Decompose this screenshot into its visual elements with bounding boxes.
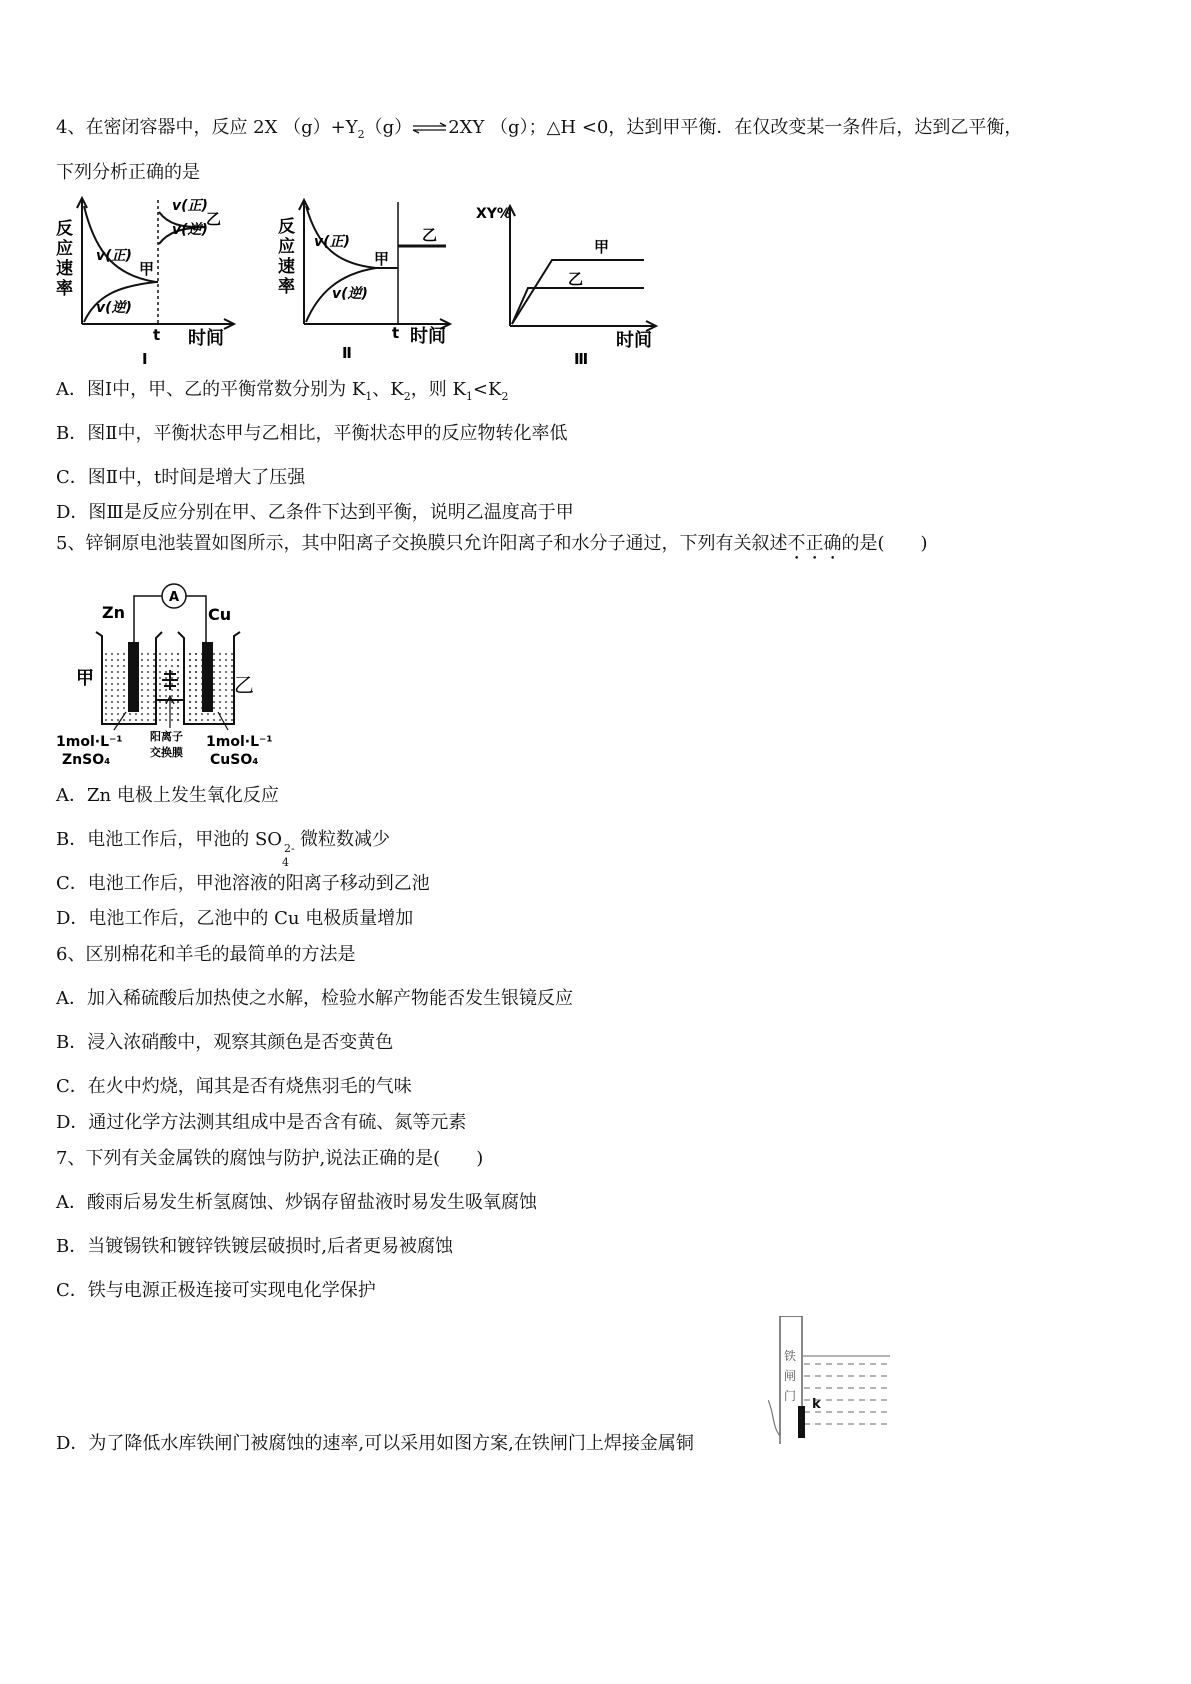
- left-concentration: 1mol·L⁻¹: [56, 734, 123, 750]
- q6-option-d: D．通过化学方法测其组成中是否含有硫、氮等元素: [56, 1112, 467, 1133]
- fig1-v-reverse-left: v(逆): [96, 300, 132, 316]
- fig2-ylabel-char: 反: [278, 217, 295, 237]
- q6-option-a: A．加入稀硫酸后加热使之水解，检验水解产物能否发生银镜反应: [56, 988, 573, 1009]
- q5-option-d: D．电池工作后，乙池中的 Cu 电极质量增加: [56, 908, 414, 929]
- zn-label: Zn: [102, 603, 125, 622]
- fig1-v-forward-left: v(正): [96, 248, 132, 264]
- gate-char: 闸: [784, 1369, 797, 1383]
- fig2-xlabel: 时间: [410, 326, 446, 347]
- q4-stem-text: 4、在密闭容器中，反应 2X （g）+Y: [56, 117, 358, 138]
- metal-label: k: [812, 1397, 821, 1412]
- q6-stem: 6、区别棉花和羊毛的最简单的方法是: [56, 944, 356, 965]
- fig1-ylabel-char: 速: [56, 259, 73, 279]
- right-wire: [186, 596, 206, 646]
- right-concentration: 1mol·L⁻¹: [206, 734, 273, 750]
- metal-block: [798, 1406, 805, 1438]
- fig3-label-yi: 乙: [568, 270, 584, 288]
- fig2-label-jia: 甲: [374, 250, 390, 268]
- fig2-ylabel-char: 率: [278, 277, 295, 297]
- right-salt: CuSO₄: [210, 752, 259, 768]
- membrane-label-2: 交换膜: [150, 746, 183, 759]
- fig1-ylabel: [56, 219, 73, 299]
- gate-char: 铁: [784, 1349, 797, 1363]
- q5-stem: [56, 532, 928, 564]
- q4-option-b: B．图Ⅱ中，平衡状态甲与乙相比，平衡状态甲的反应物转化率低: [56, 423, 568, 444]
- riverbank: [768, 1400, 780, 1444]
- left-wire: [134, 596, 162, 646]
- q4-option-a-text: <K: [472, 379, 502, 400]
- fig1-t: t: [153, 326, 161, 344]
- q7-stem: 7、下列有关金属铁的腐蚀与防护,说法正确的是( ): [56, 1148, 484, 1169]
- fig1-label-yi: 乙: [206, 210, 222, 228]
- fig1-ylabel-char: 率: [56, 279, 73, 299]
- fig1-caption: Ⅰ: [142, 350, 148, 368]
- q7-iron-gate-figure: [768, 1316, 898, 1454]
- q5-option-b-text: B．电池工作后，甲池的 SO: [56, 829, 283, 850]
- fig1-ylabel-char: 反: [56, 219, 73, 239]
- fig3-xlabel: 时间: [616, 330, 652, 351]
- fig2-caption: Ⅱ: [342, 344, 352, 362]
- q5-stem-text: 的是( ): [841, 533, 928, 554]
- subscript: 1: [365, 390, 373, 403]
- q4-option-a-text: 、K: [372, 379, 404, 400]
- q4-option-a-text: ，则 K: [410, 379, 466, 400]
- fig1-v-forward-right: v(正): [172, 198, 208, 214]
- q7-option-b: B．当镀锡铁和镀锌铁镀层破损时,后者更易被腐蚀: [56, 1236, 453, 1257]
- fig3-label-jia: 甲: [594, 238, 610, 256]
- subscript: 1: [465, 390, 473, 403]
- q5-galvanic-cell-figure: [56, 580, 292, 772]
- fig2-t: t: [392, 324, 400, 342]
- gate-char: 门: [784, 1389, 797, 1403]
- q6-option-c: C．在火中灼烧，闻其是否有烧焦羽毛的气味: [56, 1076, 412, 1097]
- q4-option-d: D．图Ⅲ是反应分别在甲、乙条件下达到平衡，说明乙温度高于甲: [56, 502, 574, 523]
- q4-stem-text: （g）: [364, 117, 413, 138]
- left-salt: ZnSO₄: [62, 752, 111, 768]
- q5-option-b: [56, 828, 391, 869]
- cu-label: Cu: [208, 605, 232, 624]
- zn-electrode: [128, 642, 139, 712]
- fig2-ylabel-char: 速: [278, 257, 295, 277]
- ammeter-label: A: [169, 590, 180, 605]
- membrane-label-1: 阳离子: [150, 730, 183, 743]
- q4-option-a: [56, 378, 508, 409]
- fig1-label-jia: 甲: [139, 260, 155, 278]
- q4-stem-subscript: 2: [357, 128, 365, 141]
- cu-electrode: [202, 642, 213, 712]
- q6-option-b: B．浸入浓硝酸中，观察其颜色是否变黄色: [56, 1032, 394, 1053]
- fig1-v-reverse-right: v(逆): [172, 222, 208, 238]
- q4-option-c: C．图Ⅱ中，t时间是增大了压强: [56, 467, 306, 488]
- q7-option-d: D．为了降低水库铁闸门被腐蚀的速率,可以采用如图方案,在铁闸门上焊接金属铜: [56, 1433, 694, 1454]
- fig2-label-yi: 乙: [422, 226, 438, 244]
- fig1-ylabel-char: 应: [56, 239, 73, 259]
- water-lines: [804, 1364, 890, 1424]
- fig3-ylabel: XY%: [476, 206, 511, 222]
- fig2-v-reverse: v(逆): [332, 286, 368, 302]
- fig2-ylabel-char: 应: [278, 237, 295, 257]
- subscript: 4: [282, 856, 290, 869]
- q7-option-c: C．铁与电源正极连接可实现电化学保护: [56, 1280, 376, 1301]
- jia-label: 甲: [76, 668, 94, 689]
- q5-option-c: C．电池工作后，甲池溶液的阳离子移动到乙池: [56, 873, 430, 894]
- q4-stem-text: 2XY （g）；△H <0，达到甲平衡．在仅改变某一条件后，达到乙平衡，: [448, 117, 1023, 138]
- q5-option-a: A．Zn 电极上发生氧化反应: [56, 785, 279, 806]
- q4-figure-3: [476, 200, 662, 372]
- fig1-xlabel: 时间: [188, 328, 224, 349]
- q5-stem-emphasis: 不正确: [787, 533, 842, 554]
- superscript: 2-: [284, 842, 295, 855]
- q4-stem-line1: [56, 116, 1022, 147]
- q4-figure-2: [278, 198, 456, 372]
- q7-option-a: A．酸雨后易发生析氢腐蚀、炒锅存留盐液时易发生吸氧腐蚀: [56, 1192, 537, 1213]
- equilibrium-arrow-icon: [412, 122, 448, 134]
- q4-stem-line2: 下列分析正确的是: [56, 162, 200, 183]
- q5-stem-text: 5、锌铜原电池装置如图所示，其中阳离子交换膜只允许阳离子和水分子通过，下列有关叙述: [56, 533, 788, 554]
- subscript: 2: [501, 390, 509, 403]
- fig2-v-forward: v(正): [314, 234, 350, 250]
- yi-label: 乙: [234, 673, 254, 697]
- q4-option-a-text: A．图Ⅰ中，甲、乙的平衡常数分别为 K: [56, 379, 366, 400]
- fig3-caption: Ⅲ: [574, 350, 589, 368]
- q4-figure-1: [56, 196, 242, 372]
- subscript: 2: [403, 390, 411, 403]
- q5-option-b-text: 微粒数减少: [300, 829, 391, 850]
